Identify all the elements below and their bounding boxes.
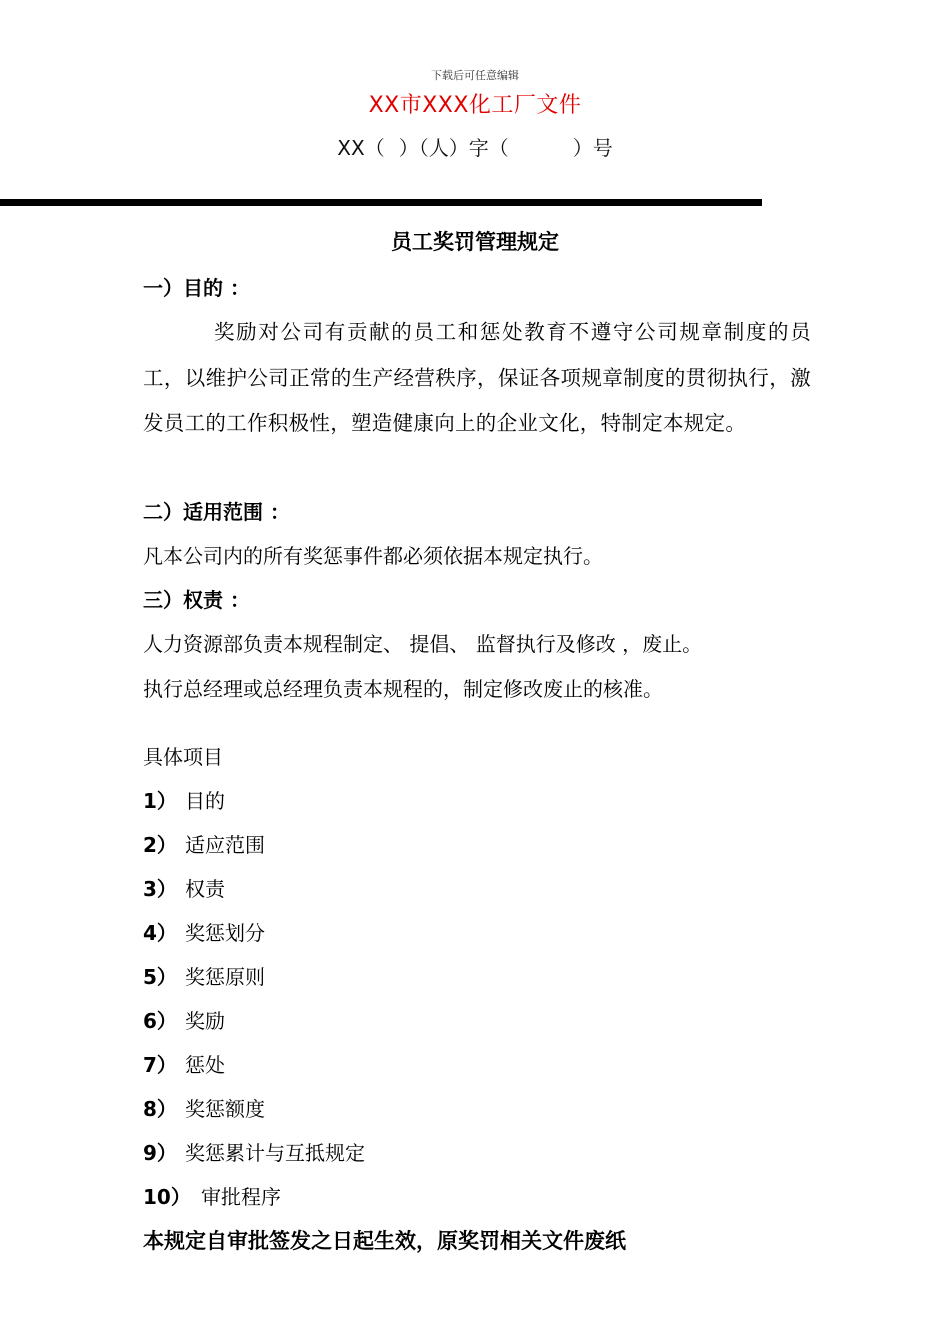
doc-number-suffix: ）号 (572, 136, 613, 160)
list-item: 5） 奖惩原则 (143, 965, 265, 989)
document-number (0, 132, 950, 161)
section-heading-responsibility: 三）权责 ： (143, 588, 250, 612)
document-title: 员工奖罚管理规定 (391, 230, 559, 254)
doc-number-prefix: XX（ (337, 136, 385, 160)
list-item: 6） 奖励 (143, 1009, 225, 1033)
list-item: 10） 审批程序 (143, 1185, 281, 1209)
section-body-responsibility-line2: 执行总经理或总经理负责本规程的，制定修改废止的核准。 (143, 677, 663, 701)
list-item: 4） 奖惩划分 (143, 921, 265, 945)
list-item: 8） 奖惩额度 (143, 1097, 265, 1121)
doc-number-part3: 人）字（ (428, 136, 509, 160)
download-note: 下载后可任意编辑 (431, 69, 519, 82)
list-item: 3） 权责 (143, 877, 225, 901)
organization-title: XX市XXX化工厂文件 (368, 93, 582, 118)
section-body-scope: 凡本公司内的所有奖惩事件都必须依据本规定执行。 (143, 544, 603, 568)
header-divider (0, 199, 762, 206)
section-body-purpose: 奖励对公司有贡献的员工和惩处教育不遵守公司规章制度的员工，以维护公司正常的生产经营秩序，保证各项规章制度的贯彻执行，激发员工的工作积极性，塑造健康向上的企业文化，特制定本规定。 (143, 320, 811, 435)
list-item: 9） 奖惩累计与互抵规定 (143, 1141, 365, 1165)
list-item: 2） 适应范围 (143, 833, 265, 857)
section-heading-scope: 二）适用范围 ： (143, 500, 290, 524)
list-item: 7） 惩处 (143, 1053, 225, 1077)
section-body-responsibility-line1: 人力资源部负责本规程制定、 提倡、 监督执行及修改 ，废止。 (143, 632, 703, 656)
section-heading-purpose: 一）目的 ： (143, 276, 250, 300)
items-heading: 具体项目 (143, 745, 223, 769)
closing-statement: 本规定自审批签发之日起生效，原奖罚相关文件废纸 (143, 1229, 626, 1253)
doc-number-part2: ）（ (398, 136, 429, 160)
list-item: 1） 目的 (143, 789, 225, 813)
